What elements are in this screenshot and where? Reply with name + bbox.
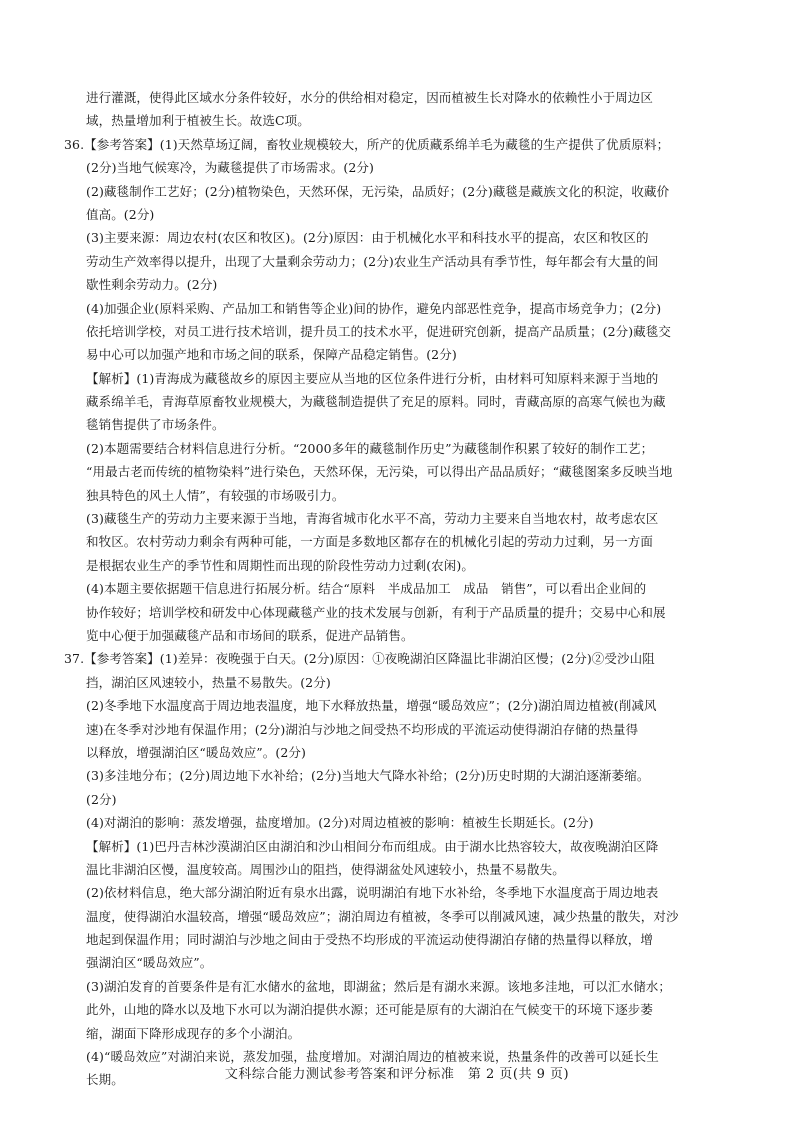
text-line: (2)本题需要结合材料信息进行分析。“2000多年的藏毯制作历史”为藏毯制作积累了较好的制作工艺；: [86, 440, 654, 456]
text-line: 劳动生产效率得以提升，出现了大量剩余劳动力；(2分)农业生产活动具有季节性，每年都会有大量的间: [86, 253, 659, 269]
text-line: (2)依材料信息，绝大部分湖泊附近有泉水出露，说明湖泊有地下水补给，冬季地下水温度高于周边地表: [86, 885, 659, 901]
text-line: 域，热量增加利于植被生长。故选C项。: [86, 113, 310, 129]
text-line: (3)湖泊发育的首要条件是有汇水储水的盆地，即湖盆；然后是有湖水来源。该地多洼地，可以汇水储水；: [86, 978, 672, 994]
text-line: (2)藏毯制作工艺好；(2分)植物染色，天然环保，无污染，品质好；(2分)藏毯是藏族文化的积淀，收藏价: [86, 183, 670, 199]
text-line: 依托培训学校，对员工进行技术培训，提升员工的技术水平，促进研究创新，提高产品质量；(2分)藏毯交: [86, 323, 672, 339]
text-line: (3)主要来源：周边农村(农区和牧区)。(2分)原因：由于机械化水平和科技水平的提高，农区和牧区的: [86, 230, 649, 246]
text-line: 藏系绵羊毛，青海草原畜牧业规模大，为藏毯制造提供了充足的原料。同时，青藏高原的高寒气候也为藏: [86, 394, 666, 410]
question-answer-line: 36.【参考答案】(1)天然草场辽阔，畜牧业规模较大，所产的优质藏系绵羊毛为藏毯的生产提供了优质原料；: [64, 136, 670, 152]
text-line: (3)藏毯生产的劳动力主要来源于当地，青海省城市化水平不高，劳动力主要来自当地农村，故考虑农区: [86, 511, 659, 527]
text-line: 缩，湖面下降形成现存的多个小湖泊。: [86, 1025, 301, 1041]
text-line: 挡，湖泊区风速较小，热量不易散失。(2分): [86, 674, 331, 690]
text-line: 协作较好；培训学校和研发中心体现藏毯产业的技术发展与创新，有利于产品质量的提升；交易中心和展: [86, 604, 666, 620]
answer-body: [64, 86, 718, 1092]
text-line: (2)冬季地下水温度高于周边地表温度，地下水释放热量，增强“暖岛效应”；(2分)湖泊周边植被(削减风: [86, 698, 657, 714]
text-line: 览中心便于加强藏毯产品和市场间的联系，促进产品销售。: [86, 627, 414, 643]
text-line: (4)对湖泊的影响：蒸发增强，盐度增加。(2分)对周边植被的影响：植被生长期延长。(2分): [86, 815, 594, 831]
text-line: 和牧区。农村劳动力剩余有两种可能，一方面是多数地区都存在的机械化引起的劳动力过剩，另一方面: [86, 534, 654, 550]
text-line: 是根据农业生产的季节性和周期性而出现的阶段性劳动力过剩(农闲)。: [86, 557, 474, 573]
text-line: 强湖泊区“暖岛效应”。: [86, 955, 213, 971]
text-line: 值高。(2分): [86, 206, 155, 222]
text-line: 长期。: [86, 1072, 124, 1088]
text-line: (2分)当地气候寒冷，为藏毯提供了市场需求。(2分): [86, 160, 375, 176]
text-line: (4)本题主要依据题干信息进行拓展分析。结合“原料 半成品加工 成品 销售”，可以看出企业间的: [86, 581, 647, 597]
text-line: 毯销售提供了市场条件。: [86, 417, 225, 433]
text-line: 进行灌溉，使得此区域水分条件较好，水分的供给相对稳定，因而植被生长对降水的依赖性小于周边区: [86, 90, 654, 105]
question-answer-line: 37.【参考答案】(1)差异：夜晚强于白天。(2分)原因：①夜晚湖泊区降温比非湖泊区慢；(2分)②受沙山阻: [64, 651, 655, 667]
text-line: 易中心可以加强产地和市场之间的联系，保障产品稳定销售。(2分): [86, 347, 457, 363]
text-line: 温比非湖泊区慢，温度较高。周围沙山的阻挡，使得湖盆处风速较小，热量不易散失。: [86, 861, 565, 877]
text-line: 以释放，增强湖泊区“暖岛效应”。(2分): [86, 744, 306, 760]
text-line: “用最古老而传统的植物染料”进行染色，天然环保，无污染，可以得出产品品质好；“藏毯图案多反映当地: [86, 464, 673, 480]
text-line: 【解析】(1)巴丹吉林沙漠湖泊区由湖泊和沙山相间分布而组成。由于湖水比热容较大，故夜晚湖泊区降: [86, 838, 659, 854]
text-line: (3)多洼地分布；(2分)周边地下水补给；(2分)当地大气降水补给；(2分)历史时期的大湖泊逐渐萎缩。: [86, 768, 650, 784]
text-line: 歇性剩余劳动力。(2分): [86, 277, 218, 293]
text-line: 速)在冬季对沙地有保温作用；(2分)湖泊与沙地之间受热不均形成的平流运动使得湖泊存储的热量得: [86, 721, 639, 737]
text-line: 此外，山地的降水以及地下水可以为湖泊提供水源；还可能是原有的大湖泊在气候变干的环境下逐步萎: [86, 1002, 654, 1018]
text-line: (4)加强企业(原料采购、产品加工和销售等企业)间的协作，避免内部恶性竞争，提高市场竞争力；(2分): [86, 300, 662, 316]
text-line: 地起到保温作用；同时湖泊与沙地之间由于受热不均形成的平流运动使得湖泊存储的热量得以释放，增: [86, 932, 654, 948]
text-line: 【解析】(1)青海成为藏毯故乡的原因主要应从当地的区位条件进行分析，由材料可知原料来源于当地的: [86, 370, 659, 386]
text-line: 独具特色的风土人情”，有较强的市场吸引力。: [86, 487, 345, 503]
text-line: (4)“暖岛效应”对湖泊来说，蒸发加强，盐度增加。对湖泊周边的植被来说，热量条件的改善可以延长生: [86, 1049, 659, 1065]
text-line: (2分): [86, 791, 117, 807]
page-footer: 文科综合能力测试参考答案和评分标准 第 2 页(共 9 页): [224, 1067, 570, 1082]
text-line: 温度，使得湖泊水温较高，增强“暖岛效应”；湖泊周边有植被，冬季可以削减风速，减少热量的散失，对沙: [86, 908, 679, 924]
